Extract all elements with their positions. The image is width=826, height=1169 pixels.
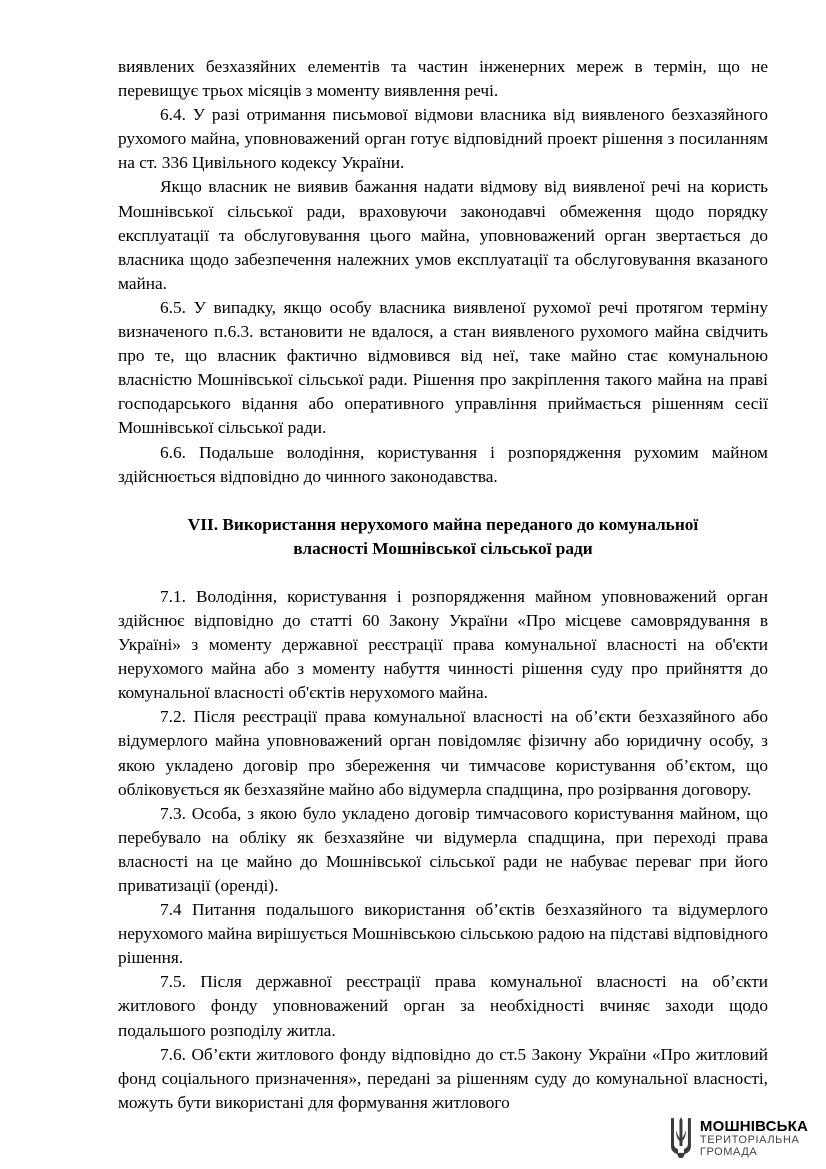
logo-subtitle-1: ТЕРИТОРІАЛЬНА bbox=[699, 1133, 800, 1146]
section-heading-line-1: VII. Використання нерухомого майна переданого до комунальної bbox=[187, 514, 699, 534]
paragraph-continuation: виявлених безхазяйних елементів та частин інженерних мереж в термін, що не перевищує трьох місяців з моменту виявлення речі. bbox=[118, 57, 768, 101]
logo-text bbox=[700, 1119, 808, 1158]
paragraph-6-6: 6.6. Подальше володіння, користування і розпорядження рухомим майном здійснюється відповідно до чинного законодавства. bbox=[118, 442, 768, 486]
logo-subtitle-2: ГРОМАДА bbox=[699, 1145, 758, 1158]
section-heading-line-2: власності Мошнівської сільської ради bbox=[293, 538, 593, 558]
paragraph-6-4: 6.4. У разі отримання письмової відмови власника від виявленого безхазяйного рухомого майна, уповноважений орган готує відповідний проект рішення з посиланням на ст. 336 Цивільного кодексу України. bbox=[118, 105, 768, 173]
paragraph-7-6: 7.6. Об’єкти житлового фонду відповідно до ст.5 Закону України «Про житловий фонд соціального призначення», передані за рішенням суду до комунальної власності, можуть бути використані для формування житлового bbox=[118, 1044, 768, 1112]
paragraph-6-5: 6.5. У випадку, якщо особу власника виявленої рухомої речі протягом терміну визначеного п.6.3. встановити не вдалося, а стан виявленого рухомого майна свідчить про те, що власник фактично відмовився від неї, таке майно стає комунальною власністю Мошнівської сільської ради. Рішення про закріплення такого майна на праві господарського відання або оперативного управління приймається рішенням сесії Мошнівської сільської ради. bbox=[118, 297, 768, 438]
logo-title: МОШНІВСЬКА bbox=[699, 1117, 808, 1135]
paragraph-7-1: 7.1. Володіння, користування і розпорядження майном уповноважений орган здійснює відповідно до статті 60 Закону України «Про місцеве самоврядування в Україні» з моменту державної реєстрації права комунальної власності на об'єкти нерухомого майна або з моменту набуття чинності рішення суду про прийняття до комунальної власності об'єктів нерухомого майна. bbox=[118, 586, 768, 703]
trident-icon bbox=[668, 1116, 694, 1160]
paragraph-7-5: 7.5. Після державної реєстрації права комунальної власності на об’єкти житлового фонду уповноважений орган за необхідності вчиняє заходи щодо подальшого розподілу житла. bbox=[118, 972, 768, 1040]
paragraph-7-2: 7.2. Після реєстрації права комунальної власності на об’єкти безхазяйного або відумерлого майна уповноважений орган повідомляє фізичну або юридичну особу, з якою укладено договір про збереження чи тимчасове користування об’єктом, що обліковується як безхазяйне майно або відумерла спадщина, про розірвання договору. bbox=[118, 707, 768, 799]
paragraph-7-3: 7.3. Особа, з якою було укладено договір тимчасового користування майном, що перебувало на обліку як безхазяйне чи відумерла спадщина, при переході права власності на це майно до Мошнівської сільської ради не набуває переваг при його приватизації (оренді). bbox=[118, 803, 768, 895]
paragraph-7-4: 7.4 Питання подальшого використання об’єктів безхазяйного та відумерлого нерухомого майна вирішується Мошнівською сільською радою на підставі відповідного рішення. bbox=[118, 900, 768, 968]
community-logo bbox=[668, 1114, 808, 1162]
section-heading-vii bbox=[118, 513, 768, 561]
document-body bbox=[118, 55, 768, 1115]
paragraph-6-4-continued: Якщо власник не виявив бажання надати відмову від виявленої речі на користь Мошнівської сільської ради, враховуючи законодавчі обмеження щодо порядку експлуатації та обслуговування цього майна, уповноважений орган звертається до власника щодо забезпечення належних умов експлуатації та обслуговування вказаного майна. bbox=[118, 177, 768, 293]
